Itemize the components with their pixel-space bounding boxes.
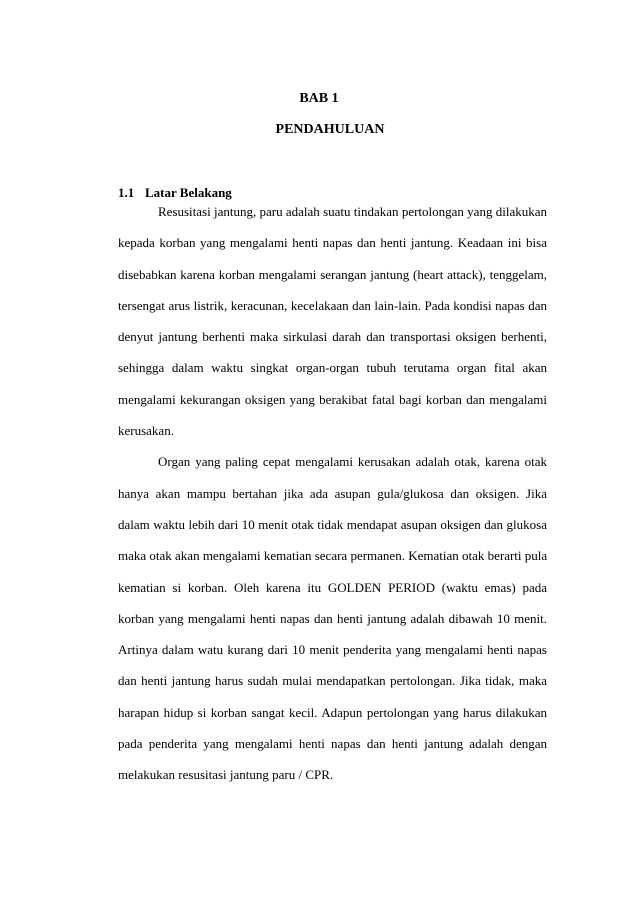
paragraph-2-line-9: harapan hidup si korban sangat kecil. Adapun pertolongan yang harus dilakukan <box>118 704 547 720</box>
paragraph-2-line-3: dalam waktu lebih dari 10 menit otak tidak mendapat asupan oksigen dan glukosa <box>118 516 547 532</box>
chapter-number: BAB 1 <box>299 91 339 106</box>
section-number: 1.1 <box>118 185 135 200</box>
body-text <box>118 196 547 791</box>
paragraph-2-line-1: Organ yang paling cepat mengalami kerusakan adalah otak, karena otak <box>158 454 547 470</box>
paragraph-2-line-10: pada penderita yang mengalami henti napas dan henti jantung adalah dengan <box>118 736 547 752</box>
paragraph-1-line-5: denyut jantung berhenti maka sirkulasi darah dan transportasi oksigen berhenti, <box>118 329 547 345</box>
paragraph-1-line-1: Resusitasi jantung, paru adalah suatu tindakan pertolongan yang dilakukan <box>158 204 547 219</box>
chapter-title: PENDAHULUAN <box>275 122 385 137</box>
paragraph-2-line-8: dan henti jantung harus sudah mulai mendapatkan pertolongan. Jika tidak, maka <box>118 673 547 689</box>
paragraph-1-line-7: mengalami kekurangan oksigen yang berakibat fatal bagi korban dan mengalami <box>118 391 547 407</box>
paragraph-2-line-6: korban yang mengalami henti napas dan henti jantung adalah dibawah 10 menit. <box>118 610 547 626</box>
paragraph-2-line-5: kematian si korban. Oleh karena itu GOLDEN PERIOD (waktu emas) pada <box>118 579 547 595</box>
section-title: Latar Belakang <box>145 185 232 200</box>
paragraph-1-line-6: sehingga dalam waktu singkat organ-organ tubuh terutama organ fital akan <box>118 360 547 376</box>
paragraph-2-line-4: maka otak akan mengalami kematian secara permanen. Kematian otak berarti pula <box>118 548 547 564</box>
paragraph-1-line-4: tersengat arus listrik, keracunan, kecelakaan dan lain-lain. Pada kondisi napas dan <box>118 297 547 313</box>
paragraph-1-line-3: disebabkan karena korban mengalami serangan jantung (heart attack), tenggelam, <box>118 266 547 282</box>
paragraph-1-line-8: kerusakan. <box>118 423 174 439</box>
paragraph-2-line-2: hanya akan mampu bertahan jika ada asupan gula/glukosa dan oksigen. Jika <box>118 485 547 501</box>
paragraph-2-line-7: Artinya dalam watu kurang dari 10 menit penderita yang mengalami henti napas <box>118 642 547 658</box>
paragraph-2-line-11: melakukan resusitasi jantung paru / CPR. <box>118 767 334 783</box>
paragraph-1-line-2: kepada korban yang mengalami henti napas dan henti jantung. Keadaan ini bisa <box>118 235 547 251</box>
